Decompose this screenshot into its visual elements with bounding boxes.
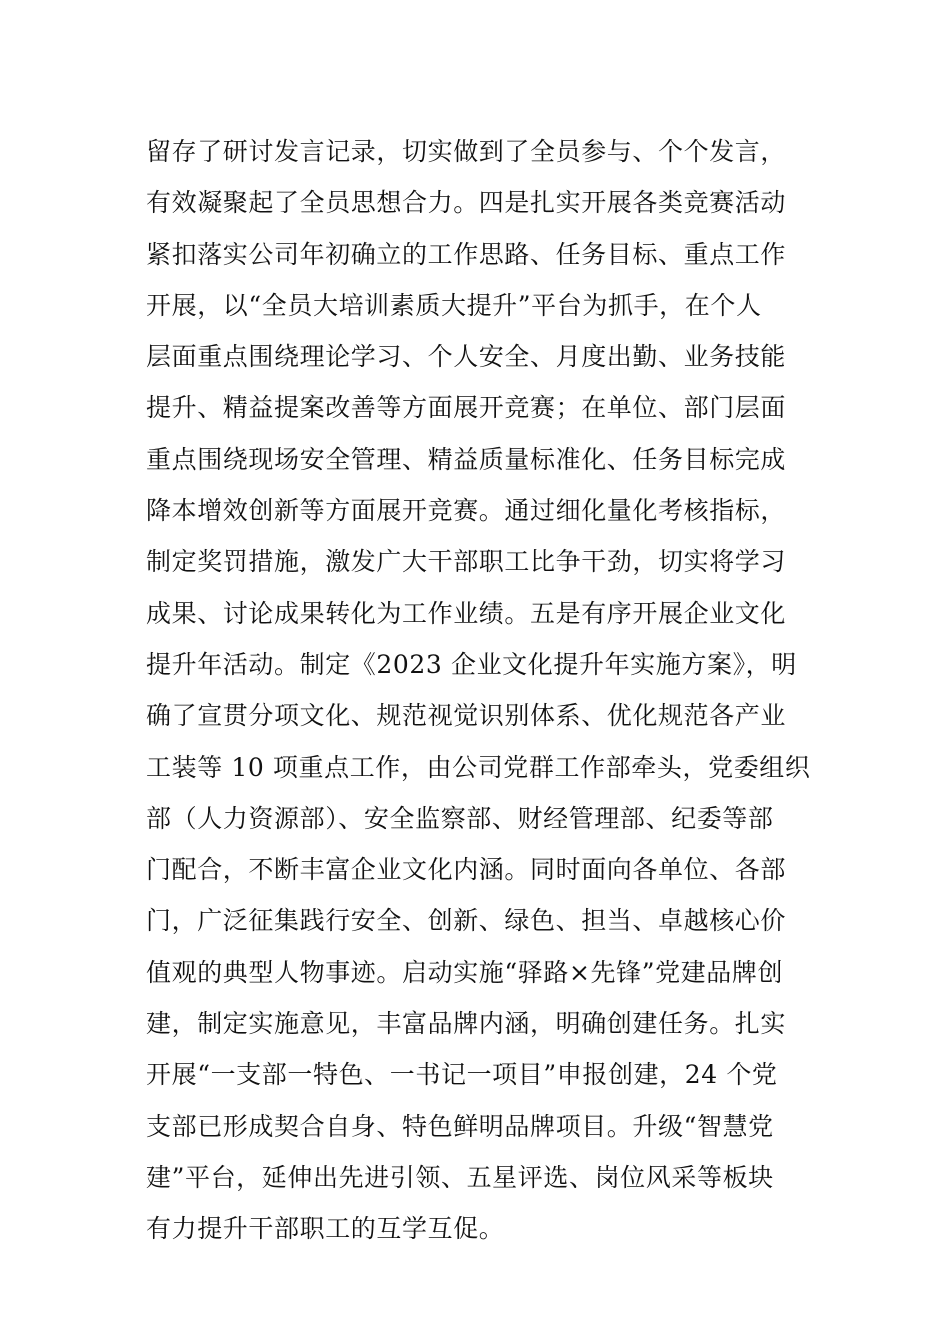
text-line: 开展，以“全员大培训素质大提升”平台为抓手，在个人 [146, 290, 762, 320]
text-line: 有效凝聚起了全员思想合力。四是扎实开展各类竞赛活动 [146, 188, 787, 218]
body-text [146, 126, 816, 1255]
text-line: 层面重点围绕理论学习、个人安全、月度出勤、业务技能 [146, 342, 787, 372]
text-line: 提升、精益提案改善等方面展开竞赛；在单位、部门层面 [146, 393, 787, 423]
text-line: 确了宣贯分项文化、规范视觉识别体系、优化规范各产业 [146, 701, 787, 731]
text-line: 留存了研讨发言记录，切实做到了全员参与、个个发言， [146, 137, 787, 166]
text-line: 支部已形成契合自身、特色鲜明品牌项目。升级“智慧党 [146, 1111, 774, 1141]
text-line: 门，广泛征集践行安全、创新、绿色、担当、卓越核心价 [146, 906, 787, 936]
text-line: 开展“一支部一特色、一书记一项目”申报创建，24 个党 [146, 1060, 778, 1090]
text-line: 重点围绕现场安全管理、精益质量标准化、任务目标完成 [146, 444, 787, 474]
text-line: 建，制定实施意见，丰富品牌内涵，明确创建任务。扎实 [146, 1009, 787, 1039]
text-line: 紧扣落实公司年初确立的工作思路、任务目标、重点工作 [146, 239, 787, 269]
text-line: 门配合，不断丰富企业文化内涵。同时面向各单位、各部 [146, 855, 787, 885]
text-line: 值观的典型人物事迹。启动实施“驿路×先锋”党建品牌创 [146, 957, 784, 987]
text-line: 成果、讨论成果转化为工作业绩。五是有序开展企业文化 [146, 598, 787, 628]
text-line: 提升年活动。制定《2023 企业文化提升年实施方案》，明 [146, 649, 797, 679]
text-line: 工装等 10 项重点工作，由公司党群工作部牵头，党委组织 [146, 752, 811, 782]
text-line: 降本增效创新等方面展开竞赛。通过细化量化考核指标， [146, 496, 787, 526]
text-line: 建”平台，延伸出先进引领、五星评选、岗位风采等板块 [146, 1162, 774, 1192]
text-line: 有力提升干部职工的互学互促。 [146, 1214, 505, 1244]
text-line: 部（人力资源部）、安全监察部、财经管理部、纪委等部 [146, 803, 774, 833]
text-line: 制定奖罚措施，激发广大干部职工比争干劲，切实将学习 [146, 547, 787, 577]
